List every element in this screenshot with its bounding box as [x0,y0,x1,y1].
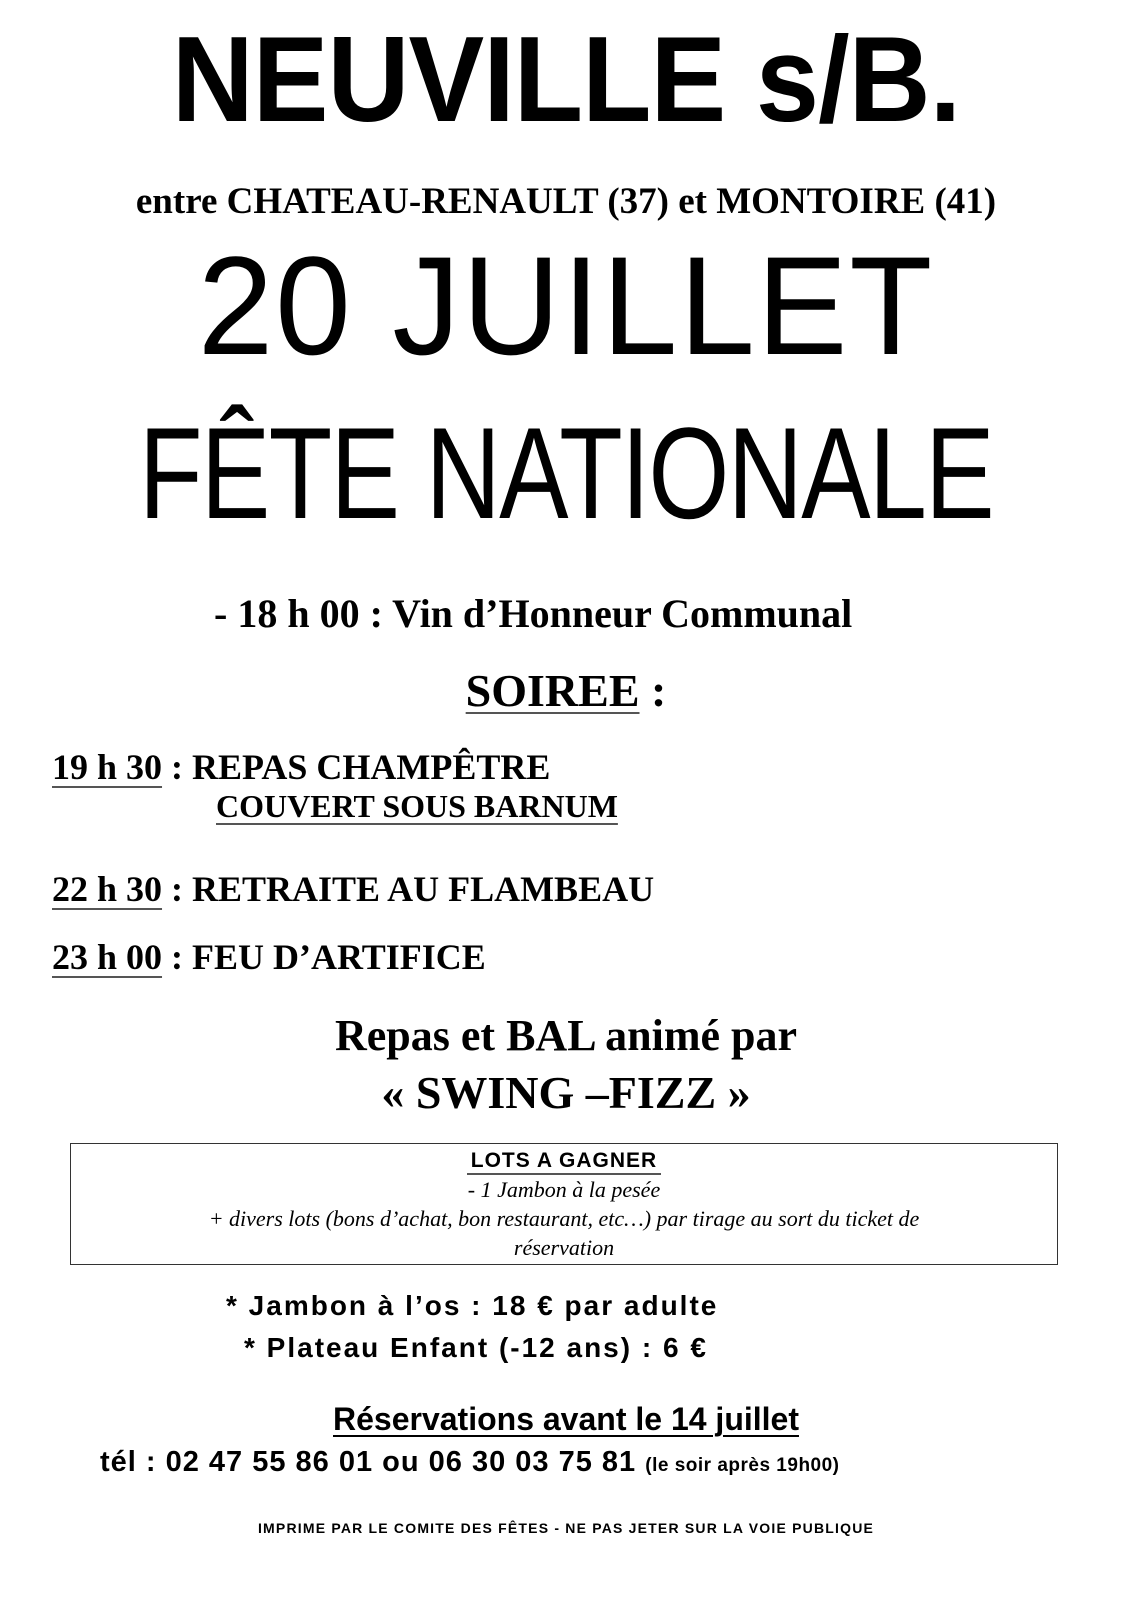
schedule-time: 22 h 30 [52,869,163,909]
schedule-item [52,746,550,788]
phone-numbers: tél : 02 47 55 86 01 ou 06 30 03 75 81 [100,1446,646,1478]
event-date: 20 JUILLET [197,227,935,384]
schedule-text: : FEU D’ARTIFICE [162,937,486,977]
lots-line-1: - 1 Jambon à la pesée [467,1177,661,1202]
lots-line-2: + divers lots (bons d’achat, bon restaurant, etc…) par tirage au sort du ticket de [208,1206,920,1231]
footer-note: IMPRIME PAR LE COMITE DES FÊTES - NE PAS JETER SUR LA VOIE PUBLIQUE [257,1520,875,1536]
bal-line-1: Repas et BAL animé par [335,1011,797,1060]
soiree-suffix: : [639,665,667,716]
location-subtitle: entre CHATEAU-RENAULT (37) et MONTOIRE (41) [135,181,997,222]
soiree-label: SOIREE [465,665,640,716]
reservation-phone [100,1446,840,1479]
schedule-item [52,868,654,910]
schedule-time: 19 h 30 [52,747,163,787]
lots-line-3: réservation [513,1235,615,1260]
price-child: * Plateau Enfant (-12 ans) : 6 € [244,1332,708,1363]
schedule-time: 23 h 00 [52,937,163,977]
schedule-item [52,936,486,978]
vin-honneur-line: - 18 h 00 : Vin d’Honneur Communal [214,591,853,636]
lots-box [70,1143,1058,1265]
bal-line-2: « SWING –FIZZ » [381,1067,751,1118]
schedule-text: : REPAS CHAMPÊTRE [162,747,551,787]
schedule-text: : RETRAITE AU FLAMBEAU [162,869,655,909]
soiree-heading [0,664,1132,717]
lots-title: LOTS A GAGNER [467,1150,661,1175]
reservation-title: Réservations avant le 14 juillet [333,1401,799,1437]
schedule-subtext: COUVERT SOUS BARNUM [216,788,618,824]
event-name: FÊTE NATIONALE [138,400,994,546]
price-adult: * Jambon à l’os : 18 € par adulte [226,1290,719,1321]
poster-title: NEUVILLE s/B. [171,11,961,147]
phone-note: (le soir après 19h00) [645,1455,840,1476]
